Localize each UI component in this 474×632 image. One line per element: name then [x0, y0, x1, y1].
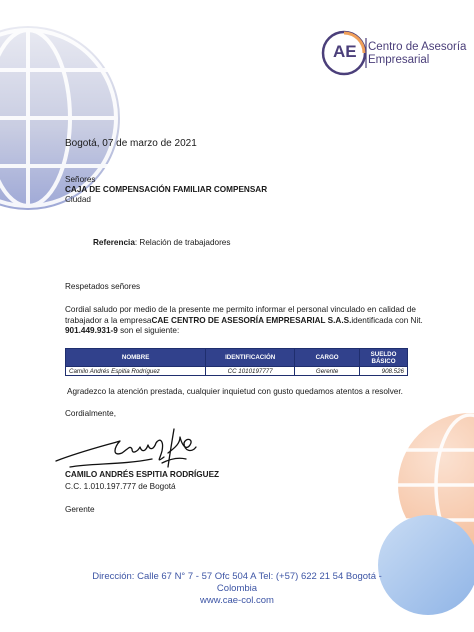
logo-name: [368, 41, 466, 67]
body-line-1: Cordial saludo por medio de la presente me permito informar el personal vinculado en calidad de: [65, 305, 416, 314]
closing: Cordialmente,: [65, 409, 116, 418]
column-header-name: NOMBRE: [66, 349, 206, 367]
letter-date: Bogotá, 07 de marzo de 2021: [65, 138, 197, 149]
reference-line: [93, 238, 230, 248]
logo-line-2: Empresarial: [368, 54, 430, 66]
cell-role: Gerente: [295, 367, 360, 376]
column-header-salary: SUELDO BÁSICO: [360, 349, 408, 367]
cell-id: CC 1010197777: [206, 367, 295, 376]
body-line-3: [65, 326, 179, 336]
signer-id: C.C. 1.010.197.777 de Bogotá: [65, 482, 176, 491]
workers-table: [65, 348, 408, 376]
footer-country: Colombia: [216, 583, 258, 594]
cell-salary: 908.526: [360, 367, 408, 376]
thanks-line: Agradezco la atención prestada, cualquier inquietud con gusto quedamos atentos a resolver.: [67, 387, 403, 396]
table-row: [66, 367, 408, 376]
globe-decoration-top-left: [0, 0, 120, 250]
body-line-2: [65, 315, 423, 326]
body-line-3-post: son el siguiente:: [117, 326, 180, 335]
recipient-city: Ciudad: [65, 195, 91, 204]
signer-role: Gerente: [65, 505, 95, 514]
column-header-role: CARGO: [295, 349, 360, 367]
body-line-2-pre: trabajador a la empresa: [65, 315, 152, 325]
footer-website[interactable]: www.cae-col.com: [200, 595, 274, 606]
column-header-id: IDENTIFICACIÓN: [206, 349, 295, 367]
body-line-2-post: identificada con Nit.: [351, 315, 423, 325]
company-name: CAE CENTRO DE ASESORÍA EMPRESARIAL S.A.S.: [151, 315, 352, 325]
handwritten-signature: [52, 423, 202, 471]
reference-label: Referencia: [93, 238, 135, 247]
table-header-row: [66, 349, 408, 367]
signer-name: CAMILO ANDRÉS ESPITIA RODRÍGUEZ: [65, 470, 220, 479]
recipient: CAJA DE COMPENSACIÓN FAMILIAR COMPENSAR: [65, 185, 268, 194]
reference-text: : Relación de trabajadores: [134, 238, 231, 247]
greeting: Respetados señores: [65, 282, 141, 291]
company-nit: 901.449.931-9: [65, 326, 118, 335]
footer-address-line: Dirección: Calle 67 N° 7 - 57 Ofc 504 A Tel: (+57) 622 21 54 Bogotá -: [92, 571, 382, 582]
footer-contact: [65, 571, 409, 607]
cell-name: Camilo Andrés Espitia Rodríguez: [66, 367, 206, 376]
salutation: Señores: [65, 175, 96, 184]
logo-mark: AE: [333, 42, 357, 61]
logo-line-1: Centro de Asesoría: [368, 41, 467, 53]
